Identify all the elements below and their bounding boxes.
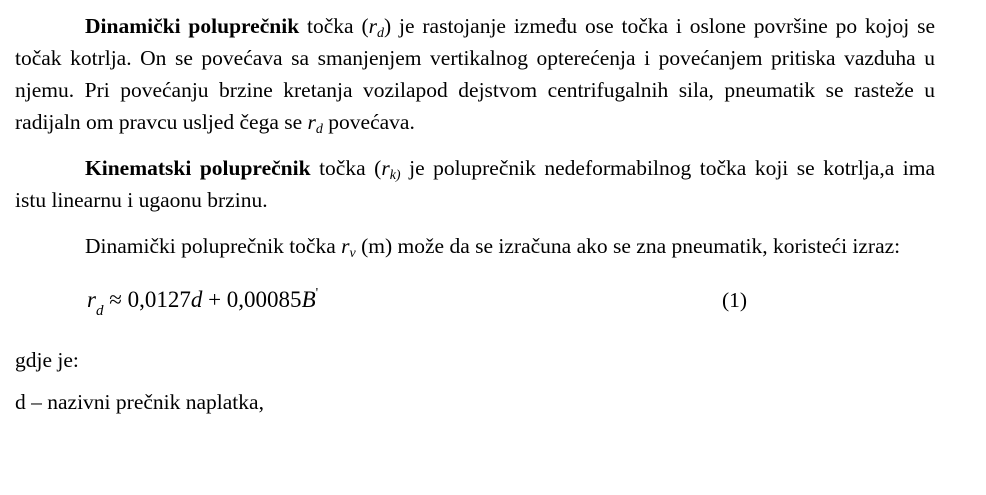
document-page: [15, 10, 935, 418]
paragraph-dynamic-radius: Dinamički poluprečnik točka $(r_d)$ je rastojanje između ose točka i oslone površine po kojoj se točak kotrlja. On se povećava sa smanjenjem vertikalnog opterećenja i povećanjem pritiska vazduha u njemu. Pri povećanju brzine kretanja vozilapod dejstvom centrifugalnih sila, pneumatik se rasteže u radijaln om pravcu usljed čega se $r_d$ povećava.: [15, 14, 935, 137]
definition-item: d – nazivni prečnik naplatka,: [15, 390, 264, 414]
equation: $r_d \approx 0,0127d + 0,00085B'$: [87, 286, 319, 319]
equation-row: [15, 276, 935, 336]
paragraph-kinematic-radius: Kinematski poluprečnik točka ($r_{k)}$ je poluprečnik nedeformabilnog točka koji se kotrlja,a ima istu linearnu i ugaonu brzinu.: [15, 156, 936, 212]
term-dynamic-radius: Dinamički poluprečnik: [85, 14, 300, 38]
where-label: gdje je:: [15, 348, 79, 372]
paragraph-formula-intro: Dinamički poluprečnik točka $r_v$ (m) može da se izračuna ako se zna pneumatik, koristeći izraz:: [85, 234, 901, 261]
equation-number: (1): [722, 288, 748, 312]
term-kinematic-radius: Kinematski poluprečnik: [85, 156, 311, 180]
